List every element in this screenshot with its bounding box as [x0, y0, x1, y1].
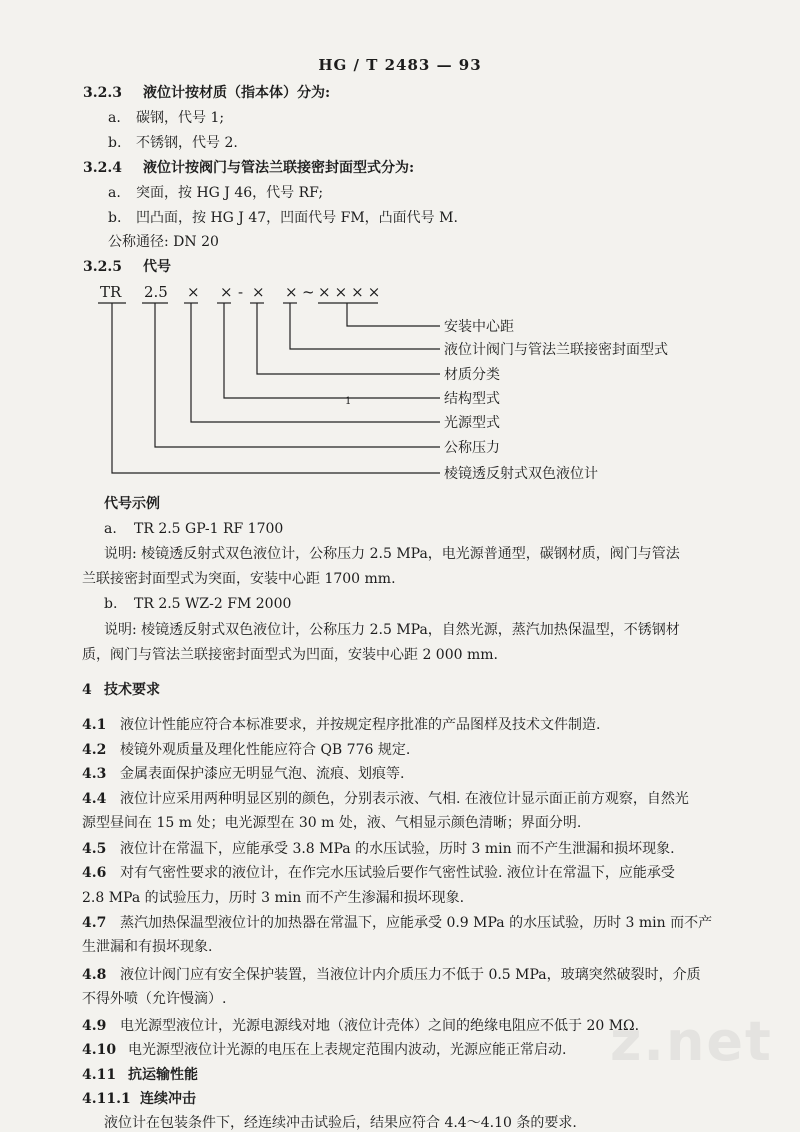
- example-a-desc-1: 说明: 棱镜透反射式双色液位计，公称压力 2.5 MPa，电光源普通型，碳钢材质，阀门与管法: [104, 546, 680, 562]
- section-number: 3.2.4: [83, 160, 122, 176]
- code-structure-x: ×: [187, 283, 200, 301]
- clause-4-8: 4.8 液位计阀门应有安全保护装置，当液位计内介质压力不低于 0.5 MPa，玻璃突然破裂时，介质: [82, 967, 701, 983]
- clause-4-10: 4.10 电光源型液位计光源的电压在上表规定范围内波动，光源应能正常启动.: [82, 1042, 567, 1058]
- clause-4-11-1: 4.11.1 连续冲击: [82, 1091, 196, 1107]
- code-material-x2: ×: [252, 283, 265, 301]
- code-dash: -: [238, 283, 244, 301]
- example-b-code: b. TR 2.5 WZ-2 FM 2000: [104, 596, 292, 612]
- list-item-b: b. 不锈钢，代号 2.: [108, 135, 238, 151]
- clause-4-8-cont: 不得外喷（允许慢滴）.: [82, 991, 227, 1007]
- clause-4-3: 4.3 金属表面保护漆应无明显气泡、流痕、划痕等.: [82, 766, 405, 782]
- watermark: z.net: [610, 1010, 773, 1073]
- list-item-b: b. 凹凸面，按 HG J 47，凹面代号 FM，凸面代号 M.: [108, 210, 458, 226]
- clause-4-7: 4.7 蒸汽加热保温型液位计的加热器在常温下，应能承受 0.9 MPa 的水压试验，历时 3 min 而不产: [82, 915, 713, 931]
- example-a-desc-2: 兰联接密封面型式为突面，安装中心距 1700 mm.: [82, 571, 396, 587]
- clause-4-5: 4.5 液位计在常温下，应能承受 3.8 MPa 的水压试验，历时 3 min 而不产生泄漏和损坏现象.: [82, 841, 675, 857]
- code-label-structure: 结构型式: [444, 391, 500, 407]
- clause-4-7-cont: 生泄漏和有损坏现象.: [82, 939, 213, 955]
- clause-4-11-1-text: 液位计在包装条件下，经连续冲击试验后，结果应符合 4.4～4.10 条的要求.: [104, 1115, 577, 1131]
- clause-4-4-cont: 源型昼间在 15 m 处；电光源型在 30 m 处，液、气相显示颜色清晰；界面分明.: [82, 815, 582, 831]
- code-material-x: ×: [220, 283, 233, 301]
- code-label-light-source: 光源型式: [444, 415, 500, 431]
- section-title: 液位计按材质（指本体）分为:: [143, 85, 331, 101]
- code-label-seal-type: 液位计阀门与管法兰联接密封面型式: [444, 342, 668, 358]
- example-b-desc-1: 说明: 棱镜透反射式双色液位计，公称压力 2.5 MPa，自然光源，蒸汽加热保温型，不锈钢材: [104, 622, 680, 638]
- nominal-diameter: 公称通径: DN 20: [108, 234, 219, 250]
- clause-4-9: 4.9 电光源型液位计，光源电源线对地（液位计壳体）之间的绝缘电阻应不低于 20 MΩ.: [82, 1018, 640, 1034]
- code-tr: TR: [100, 283, 122, 301]
- section-title: 液位计按阀门与管法兰联接密封面型式分为:: [143, 160, 415, 176]
- list-item-a: a. 碳钢，代号 1;: [108, 110, 225, 126]
- section-number: 3.2.5: [83, 259, 122, 275]
- code-tilde: ~: [302, 283, 315, 301]
- code-label-product: 棱镜透反射式双色液位计: [444, 466, 598, 482]
- standard-number-header: HG / T 2483 — 93: [318, 56, 482, 74]
- code-label-nominal-pressure: 公称压力: [444, 440, 500, 456]
- clause-4-4: 4.4 液位计应采用两种明显区别的颜色，分别表示液、气相. 在液位计显示面正前方观察，自然光: [82, 791, 689, 807]
- example-b-desc-2: 质，阀门与管法兰联接密封面型式为凹面，安装中心距 2 000 mm.: [82, 647, 498, 663]
- code-label-center-distance: 安装中心距: [444, 319, 514, 335]
- clause-4-6-cont: 2.8 MPa 的试验压力，历时 3 min 而不产生渗漏和损坏现象.: [82, 890, 465, 906]
- example-a-code: a. TR 2.5 GP-1 RF 1700: [104, 521, 284, 537]
- section-number: 3.2.3: [83, 85, 122, 101]
- examples-title: 代号示例: [104, 496, 160, 512]
- clause-4-2: 4.2 棱镜外观质量及理化性能应符合 QB 776 规定.: [82, 742, 411, 758]
- code-center-distance: ××××: [318, 283, 385, 301]
- clause-4-6: 4.6 对有气密性要求的液位计，在作完水压试验后要作气密性试验. 液位计在常温下，应能承受: [82, 865, 675, 881]
- stray-mark: 1: [345, 396, 352, 407]
- code-pressure: 2.5: [144, 283, 168, 301]
- clause-4-1: 4.1 液位计性能应符合本标准要求，并按规定程序批准的产品图样及技术文件制造.: [82, 717, 601, 733]
- code-label-material: 材质分类: [444, 367, 500, 383]
- code-seal-x: ×: [285, 283, 298, 301]
- clause-4-11: 4.11 抗运输性能: [82, 1067, 198, 1083]
- section-4-heading: 4 技术要求: [82, 682, 160, 698]
- section-title: 代号: [143, 259, 171, 275]
- list-item-a: a. 突面，按 HG J 46，代号 RF;: [108, 185, 324, 201]
